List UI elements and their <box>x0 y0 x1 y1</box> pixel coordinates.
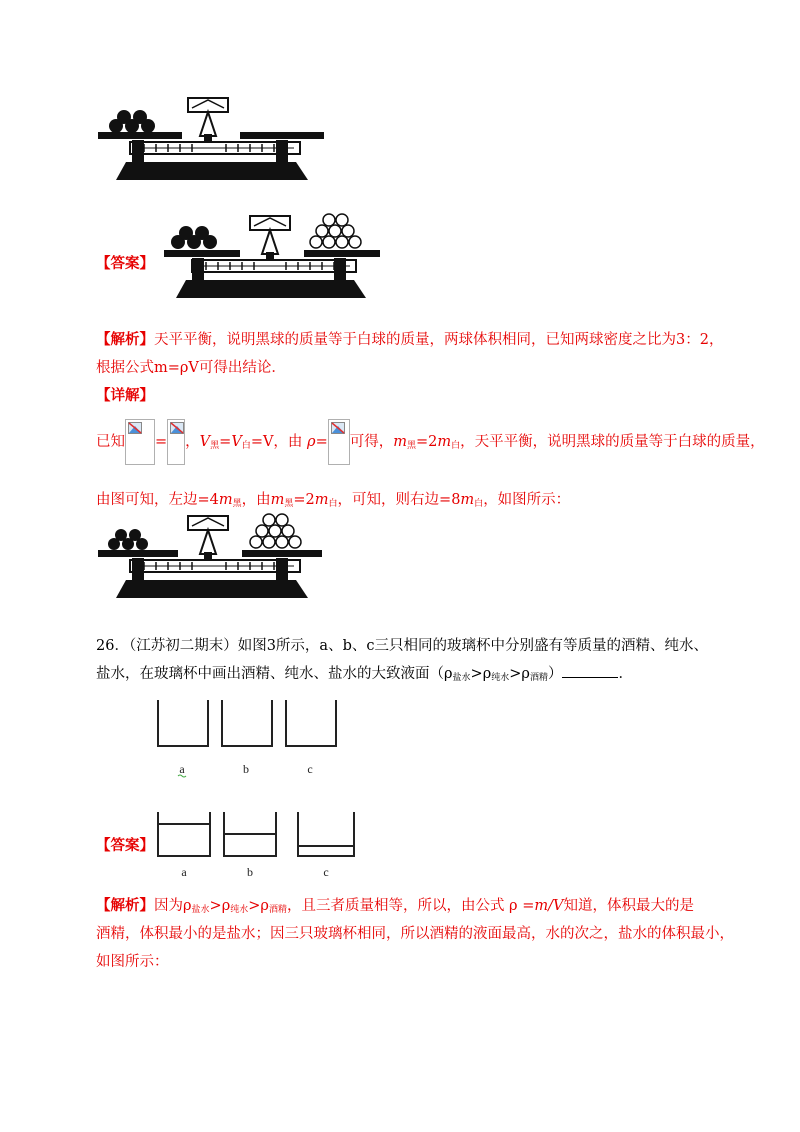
analysis-2-line-3: 如图所示： <box>96 954 169 970</box>
m-white-sub: 白 <box>451 441 461 451</box>
a2-l1-d: ，且三者质量相等，所以，由公式 ρ = <box>286 898 535 914</box>
a2-l1-b: >ρ <box>209 898 231 914</box>
answer-cup-label-c: c <box>323 865 329 879</box>
detail2-m1: m <box>218 492 233 508</box>
analysis-2-label: 【解析】 <box>96 897 154 914</box>
balance-figure-2 <box>162 210 384 302</box>
broken-image-icon <box>170 422 184 434</box>
a2-s3: 酒精 <box>268 905 287 915</box>
q26-gt-2: >ρ <box>509 666 530 682</box>
m-white: m <box>437 434 452 450</box>
answer-cup-label-b: b <box>247 865 253 879</box>
detail2-text-a: 由图可知，左边=4 <box>96 492 219 508</box>
a2-l1-c: >ρ <box>248 898 269 914</box>
v-black: V <box>199 434 211 450</box>
a2-l1-a: 因为ρ <box>154 898 192 914</box>
analysis-1-line-2: 根据公式m=ρV可得出结论． <box>96 360 286 376</box>
balance-figure-3 <box>96 510 326 602</box>
analysis-1-text-1: 天平平衡，说明黑球的质量等于白球的质量，两球体积相同，已知两球密度之比为3：2， <box>154 332 724 348</box>
detail2-m2: m <box>270 492 285 508</box>
analysis-1-line-1 <box>96 328 723 349</box>
q26-gt-1: >ρ <box>470 666 492 682</box>
eq-3: = <box>315 434 328 450</box>
answer-cup-label-a: a <box>181 865 187 879</box>
detail-text-b: = <box>155 434 168 450</box>
detail-text-e: ，天平平衡，说明黑球的质量等于白球的质量， <box>460 434 765 450</box>
q26-line-2 <box>96 662 633 683</box>
m-black-sub: 黑 <box>406 441 416 451</box>
cup-label-c: c <box>307 762 313 776</box>
detail-line-1 <box>96 418 765 470</box>
broken-image-icon <box>128 422 142 434</box>
cups-figure-answer <box>150 808 362 882</box>
a2-s1: 盐水 <box>191 905 210 915</box>
cup-label-a: a <box>179 762 185 776</box>
detail-text-d: 可得， <box>349 434 394 450</box>
answer-blank[interactable] <box>562 665 618 678</box>
detail-label: 【详解】 <box>96 387 154 404</box>
broken-image-placeholder-1 <box>125 419 155 465</box>
answer-label-1: 【答案】 <box>96 255 154 272</box>
detail2-text-e: ，如图所示： <box>483 492 571 508</box>
v-white: V <box>231 434 242 450</box>
eq-2: =V，由 <box>250 434 303 450</box>
v-black-sub: 黑 <box>210 441 220 451</box>
q26-sub-1: 盐水 <box>452 673 471 683</box>
detail2-m2-sub: 黑 <box>284 499 294 509</box>
detail2-text-c: =2 <box>293 492 315 508</box>
answer-label-2: 【答案】 <box>96 837 154 854</box>
q26-line-1: 26．（江苏初二期末）如图3所示，a、b、c三只相同的玻璃杯中分别盛有等质量的酒精、纯水、 <box>96 638 708 654</box>
eq-4: =2 <box>416 434 438 450</box>
detail2-m3-sub: 白 <box>328 499 338 509</box>
analysis-1-label: 【解析】 <box>96 331 154 348</box>
detail2-m4-sub: 白 <box>474 499 484 509</box>
balance-figure-1 <box>96 96 326 186</box>
q26-sub-2: 纯水 <box>491 673 510 683</box>
q26-line-2-b: ） <box>547 666 563 682</box>
analysis-2-line-2: 酒精，体积最小的是盐水；因三只玻璃杯相同，所以酒精的液面最高，水的次之，盐水的体积最小， <box>96 926 734 942</box>
q26-line-2-a: 盐水，在玻璃杯中画出酒精、纯水、盐水的大致液面（ρ <box>96 666 453 682</box>
detail2-m1-sub: 黑 <box>232 499 242 509</box>
broken-image-icon <box>331 422 345 434</box>
broken-image-placeholder-2 <box>167 419 185 465</box>
detail-text-a: 已知 <box>96 434 125 450</box>
detail2-text-d: ，可知，则右边=8 <box>337 492 461 508</box>
q26-sub-3: 酒精 <box>529 673 548 683</box>
detail2-m4: m <box>460 492 475 508</box>
detail-text-c: ， <box>185 434 200 450</box>
rho-symbol: ρ <box>307 434 316 450</box>
detail2-text-b: ，由 <box>241 492 271 508</box>
a2-l1-f: 知道，体积最大的是 <box>563 898 694 914</box>
a2-l1-e: m/V <box>534 898 564 914</box>
detail2-m3: m <box>314 492 329 508</box>
detail-line-2 <box>96 488 570 509</box>
analysis-2-line-1 <box>96 894 694 915</box>
broken-image-placeholder-3 <box>328 419 350 465</box>
m-black: m <box>393 434 407 450</box>
a2-s2: 纯水 <box>230 905 249 915</box>
v-white-sub: 白 <box>241 441 251 451</box>
q26-line-2-end: ． <box>618 666 633 682</box>
cup-label-b: b <box>243 762 249 776</box>
cups-figure-question <box>150 696 340 778</box>
eq-1: = <box>219 434 232 450</box>
